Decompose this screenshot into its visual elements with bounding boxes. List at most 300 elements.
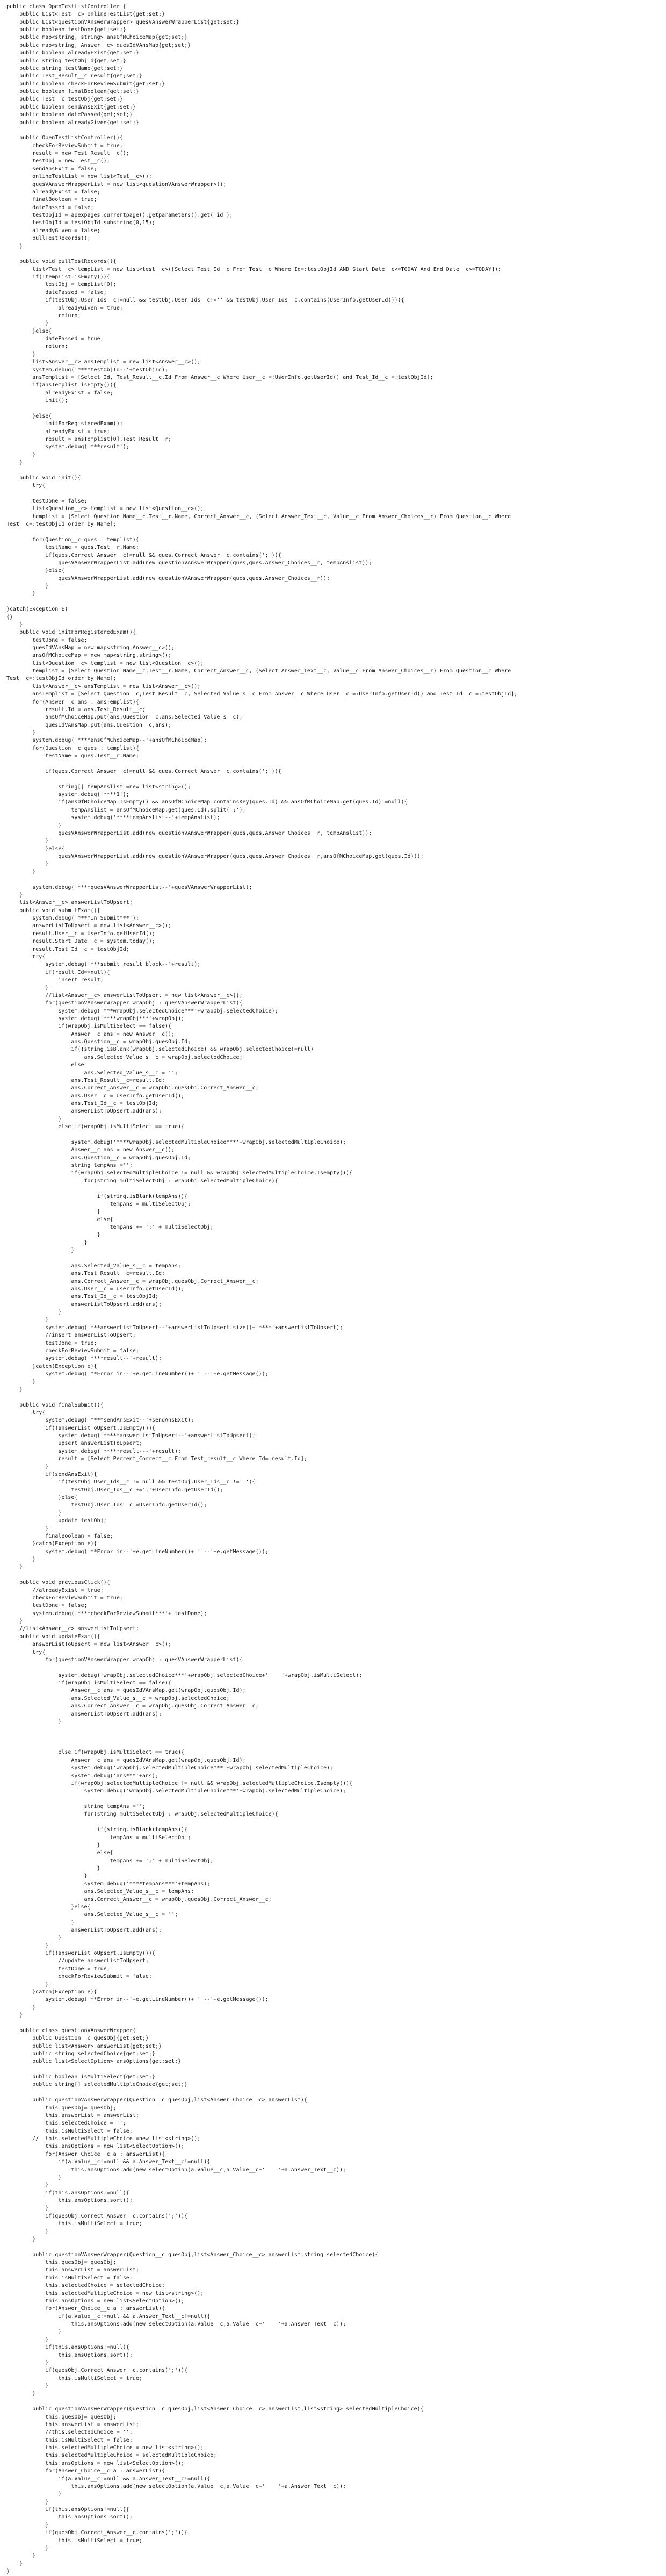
code-line: try{ [6,1649,46,1655]
code-line: testDone = false; [6,637,88,643]
code-line: } [6,351,36,357]
code-line: ans.Selected_Value_s__c = tempAns; [6,1262,182,1269]
code-line: // this.selectedMultipleChoice =new list<string>(); [6,2136,201,2142]
code-line: } [6,2174,62,2180]
code-line: tempAnslist = ansOfMChoiceMap.get(ques.Id).split(';'); [6,807,246,813]
code-line: templist = [Select Question Name__c,Test__r.Name, Correct_Answer__c, (Select Answer_Text__c, Value__c From Answer_Choices__r) From Question__c Where [6,668,511,675]
code-line: alreadyExist = false; [6,189,100,195]
code-line: for(questionVAnswerWrapper wrapObj : quesVAnswerWrapperList){ [6,1000,243,1007]
code-line: system.debug('****In Submit***'); [6,915,139,922]
code-line: ans.Test_Result__c=result.Id; [6,1271,165,1277]
code-line: datePassed = false; [6,289,107,296]
code-line: string tempAns =''; [6,1163,133,1169]
code-line: ans.Correct_Answer__c = wrapObj.quesObj.Correct_Answer__c; [6,1278,259,1285]
code-line: this.quesObj= quesObj; [6,2105,117,2111]
code-line: this.isMultiSelect = false; [6,2437,133,2443]
code-line: quesVAnswerWrapperList.add(new questionVAnswerWrapper(ques,ques.Answer_Choices__r, tempAnslist)); [6,559,372,566]
code-line: this.isMultiSelect = true; [6,2221,142,2227]
code-line: ans.Question__c = wrapObj.quesObj.Id; [6,1154,191,1161]
code-line: public string[] selectedMultipleChoice{get;set;} [6,2082,188,2088]
code-line: public class OpenTestListController { [6,4,126,10]
code-line: if(testObj.User_Ids__c!=null && testObj.User_Ids__c!='' && testObj.User_Ids__c.contains(UserInfo.getUserId())){ [6,297,404,304]
code-line: {} [6,614,13,620]
code-line: } [6,1865,100,1871]
code-line: quesVAnswerWrapperList.add(new questionVAnswerWrapper(ques,ques.Answer_Choices__r)); [6,575,330,582]
code-line: public string selectedChoice{get;set;} [6,2050,155,2057]
code-line: alreadyExist = true; [6,428,110,435]
code-line: this.answerList = answerList; [6,2421,139,2428]
code-line: for(string multiSelectObj : wrapObj.selectedMultipleChoice){ [6,1811,278,1818]
code-line: this.selectedMultipleChoice = selectedMultipleChoice; [6,2452,217,2459]
code-line: string tempAns =''; [6,1804,146,1810]
code-line: for(Answer_Choice__c a : answerList){ [6,2468,165,2474]
code-line: public void init(){ [6,475,81,481]
code-line: else{ [6,1850,113,1856]
code-line: } [6,1510,62,1516]
code-line: }catch(Exception e){ [6,1363,97,1369]
code-line: } [6,2236,36,2242]
code-line: testObj.User_Ids__c +=','+UserInfo.getUserId(); [6,1487,223,1493]
code-line: } [6,460,23,466]
code-line: system.debug('****wrapObj.selectedMultipleChoice***'+wrapObj.selectedMultipleChoice); [6,1139,346,1145]
code-line: testDone = true; [6,1340,97,1346]
code-line: this.answerList = answerList; [6,2267,139,2273]
code-line: } [6,1209,100,1215]
code-line: public map<string, Answer__c> quesIdVAnsMap{get;set;} [6,42,191,48]
code-line: answerListToUpsert.add(ans); [6,1301,162,1308]
code-line: } [6,1379,36,1385]
code-line: if(wrapObj.isMultiSelect == false){ [6,1023,172,1030]
code-line: } [6,2391,36,2397]
code-line: for(string multiSelectObj : wrapObj.selectedMultipleChoice){ [6,1178,278,1184]
code-line: }catch(Exception E) [6,606,68,613]
code-line: else [6,1062,84,1068]
code-line: if(this.ansOptions!=null){ [6,2190,129,2196]
code-line: } [6,2329,62,2335]
code-line: tempAns += ';' + multiSelectObj; [6,1224,214,1230]
code-line: if(a.Value__c!=null && a.Answer_Text__c!=null){ [6,2313,211,2320]
code-line: public List<questionVAnswerWrapper> quesVAnswerWrapperList{get;set;} [6,19,240,25]
code-line: } [6,2545,49,2551]
code-line: ansTemplist = [Select Question__c,Test_Result__c, Selected_Value_s__c From Answer__c Where User__c =:UserInfo.getUserId() and Test_Id__c =:testObjId]; [6,691,518,698]
code-line: ans.Selected_Value_s__c = wrapObj.selectedChoice; [6,1054,243,1060]
code-line: if(!answerListToUpsert.IsEmpty()){ [6,1425,155,1431]
code-line: public string testName{get;set;} [6,65,123,71]
code-line: this.isMultiSelect = true; [6,2375,142,2381]
code-line: } [6,1564,23,1570]
code-line: } [6,2522,49,2528]
code-line: if(testObj.User_Ids__c != null && testObj.User_Ids__c != ''){ [6,1479,256,1486]
code-line: public Question__c quesObj{get;set;} [6,2035,149,2042]
code-line: } [6,2228,49,2235]
code-line: if(wrapObj.selectedMultipleChoice != null && wrapObj.selectedMultipleChoice.Isempty()){ [6,1780,353,1786]
code-line: } [6,2560,23,2567]
code-line: list<Question__c> templist = new list<Question__c>(); [6,660,204,666]
code-line: } [6,1317,49,1323]
code-line: if(quesObj.Correct_Answer__c.contains(';')){ [6,2530,188,2536]
code-line: system.debug('****ansOfMChoiceMap--'+ansOfMChoiceMap); [6,737,207,744]
code-line: system.debug('****quesVAnswerWrapperList--'+quesVAnswerWrapperList); [6,884,252,891]
code-line: this.isMultiSelect = false; [6,2128,133,2134]
code-line: } [6,1239,88,1246]
code-line: public map<string, string> ansOfMChoiceMap{get;set;} [6,34,188,41]
code-line: system.debug('wrapObj.selectedChoice***'+wrapObj.selectedChoice+' '+wrapObj.isMultiSelect); [6,1672,363,1678]
code-line: }else{ [6,328,52,334]
code-line: } [6,451,36,458]
code-line: public OpenTestListController(){ [6,135,123,141]
code-line: //update answerListToUpsert; [6,1958,149,1964]
code-line: //this.selectedChoice = ''; [6,2429,133,2436]
code-line: } [6,1873,88,1879]
code-line: result.User__c = UserInfo.getUserId(); [6,930,155,937]
code-line: public string testObjId{get;set;} [6,58,126,64]
code-line: result = ansTemplist[0].Test_Result__r; [6,436,172,442]
code-line: system.debug('***answerListToUpsert--'+answerListToUpsert.size()+'****'+answerListToUpsert); [6,1324,343,1331]
code-line: } [6,869,36,875]
code-line: list<Answer__c> ansTemplist = new list<Answer__c>(); [6,359,201,365]
code-line: if(ques.Correct_Answer__c!=null && ques.Correct_Answer__c.contains(';')){ [6,768,281,774]
code-line: ansOfMChoiceMap = new map<string,string>(); [6,652,172,659]
code-line: this.ansOptions = new list<SelectOption>(); [6,2298,185,2304]
code-line: try{ [6,1409,46,1416]
code-line: templist = [Select Question Name__c,Test__r.Name, Correct_Answer__c, (Select Answer_Text__c, Value__c From Answer_Choices__r) From Question__c Where [6,513,511,520]
code-line: answerListToUpsert.add(ans); [6,1927,162,1933]
code-line: if(wrapObj.selectedMultipleChoice != null && wrapObj.selectedMultipleChoice.Isempty()){ [6,1170,353,1176]
code-line: } [6,1463,49,1470]
code-line: testObj = tempList[0]; [6,282,117,288]
code-line: } [6,838,49,844]
code-line: public boolean alreadyExist{get;set;} [6,50,139,56]
code-line: system.debug('*****answerListToUpsert--'+answerListToUpsert); [6,1433,256,1439]
code-line: system.debug('****sendAnsExit--'+sendAnsExit); [6,1417,194,1424]
code-line: testDone = true; [6,1965,110,1972]
code-line: checkForReviewSubmit = true; [6,1595,123,1601]
code-line: this.ansOptions = new list<SelectOption>(); [6,2143,185,2150]
code-line: system.debug('****testObjId--'+testObjId); [6,367,169,373]
code-line: if(sendAnsExit){ [6,1471,97,1477]
code-line: ans.Correct_Answer__c = wrapObj.quesObj.Correct_Answer__c; [6,1896,272,1903]
code-line: list<Question__c> templist = new list<Question__c>(); [6,506,204,512]
code-line: testObj = new Test__c(); [6,158,110,164]
code-line: ans.Test_Id__c = testObjId; [6,1294,158,1300]
code-line: public Test__c testObj{get;set;} [6,96,123,103]
code-line: list<Answer__c> answerListToUpsert; [6,900,133,906]
code-line: testObjId = testObjId.substring(0,15); [6,220,155,226]
code-line: for(Answer__c ans : ansTemplist){ [6,699,139,705]
code-line: quesVAnswerWrapperList = new list<questionVAnswerWrapper>(); [6,181,227,188]
code-line: }catch(Exception e){ [6,1989,97,1995]
code-line: } [6,985,49,991]
code-line: if(!answerListToUpsert.IsEmpty()){ [6,1950,155,1957]
code-line: alreadyGiven = false; [6,227,100,234]
code-line: public list<SelectOption> ansOptions{get;set;} [6,2058,182,2065]
code-line: this.quesObj= quesObj; [6,2414,117,2420]
code-line: public void finalSubmit(){ [6,1402,104,1408]
code-line: for(Question__c ques : templist){ [6,745,139,751]
code-line: string[] tempAnslist =new list<string>(); [6,784,191,790]
code-line: Answer__c ans = quesIdVAnsMap.get(wrapObj.quesObj.Id); [6,1688,246,1694]
code-line: if(string.isBlank(tempAns)){ [6,1827,188,1833]
code-line: Answer__c ans = quesIdVAnsMap.get(wrapObj.quesObj.Id); [6,1757,246,1763]
code-line: insert result; [6,977,104,984]
code-line: finalBoolean = false; [6,1533,113,1539]
code-line: system.debug('*****result---'+result); [6,1448,182,1454]
code-line: } [6,1525,49,1532]
code-line: for(Question__c ques : templist){ [6,536,139,543]
code-line: answerListToUpsert.add(ans); [6,1108,162,1115]
code-line: this.ansOptions.add(new selectOption(a.Value__c,a.Value__c+' '+a.Answer_Text__c)); [6,2166,346,2173]
code-line: system.debug('**Error in--'+e.getLineNumber()+ ' --'+e.getMessage()); [6,1997,269,2003]
code-line: if(a.Value__c!=null && a.Answer_Text__c!=null){ [6,2475,211,2482]
code-line: alreadyExist = false; [6,390,113,396]
code-line: initForRegisteredExam(); [6,421,123,427]
code-line: if(ansOfMChoiceMap.IsEmpty() && ansOfMChoiceMap.containsKey(ques.Id) && ansOfMChoiceMap.get(ques.Id)!=null){ [6,799,408,806]
code-line: if(quesObj.Correct_Answer__c.contains(';')){ [6,2213,188,2219]
code-line: system.debug('wrapObj.selectedMultipleChoice***'+wrapObj.selectedMultipleChoice); [6,1788,346,1795]
code-line: result.Test_Id__c = testObjId; [6,946,129,952]
code-line: } [6,2205,49,2212]
code-line: else{ [6,1216,113,1223]
code-line: system.debug('***wrapObj.selectedChoice***'+wrapObj.selectedChoice); [6,1008,278,1014]
code-line: ans.User__c = UserInfo.getUserId(); [6,1093,185,1099]
code-line: public Test_Result__c result{get;set;} [6,73,142,80]
code-line: ansOfMChoiceMap.put(ans.Question__c,ans.Selected_Value_s__c); [6,714,243,721]
code-line: } [6,1842,100,1848]
code-line: public questionVAnswerWrapper(Question__c quesObj,list<Answer_Choice__c> answerList){ [6,2097,307,2104]
code-line: datePassed = false; [6,204,94,211]
code-line: result = [Select Percent_Correct__c From Test_result__c Where Id=:result.Id]; [6,1456,307,1462]
code-line: upsert answerListToUpsert; [6,1440,142,1447]
code-line: public void updateExam(){ [6,1633,100,1640]
code-line: //alreadyExist = true; [6,1587,104,1594]
code-line: try{ [6,953,46,960]
code-line: this.ansOptions.add(new selectOption(a.Value__c,a.Value__c+' '+a.Answer_Text__c)); [6,2321,346,2328]
code-line: system.debug('ans***'+ans); [6,1773,158,1779]
code-line: public boolean testDone{get;set;} [6,27,126,33]
code-line: ansTemplist = [Select Id, Test_Result__c,Id From Answer__c Where User__c =:UserInfo.getUserId() and Test_Id__c =:testObjId]; [6,374,433,381]
code-line: } [6,2383,49,2390]
code-line: alreadyGiven = true; [6,305,123,311]
code-line: system.debug('****checkForReviewSubmit***'+ testDone); [6,1610,207,1617]
code-line: this.ansOptions.add(new selectOption(a.Value__c,a.Value__c+' '+a.Answer_Text__c)); [6,2483,346,2489]
code-line: answerListToUpsert.add(ans); [6,1711,162,1717]
code-line: } [6,892,23,898]
code-line: } [6,1232,100,1238]
code-line: return; [6,312,81,319]
code-line: system.debug('***result'); [6,444,129,450]
code-line: system.debug('**Error in--'+e.getLineNumber()+ ' --'+e.getMessage()); [6,1371,269,1377]
code-line: answerListToUpsert = new list<Answer__c>(); [6,923,172,929]
code-line: this.ansOptions = new list<SelectOption>(); [6,2460,185,2466]
code-line: Answer__c ans = new Answer__c(); [6,1031,175,1037]
code-line: } [6,822,62,829]
code-line: ans.Test_Id__c = testObjId; [6,1101,158,1107]
code-line: }else{ [6,845,65,852]
code-line: } [6,1386,23,1393]
code-line: return; [6,343,68,350]
code-line: quesIdVAnsMap = new map<string,Answer__c>(); [6,645,175,651]
code-line: if(!string.isBlank(wrapObj.selectedChoice) && wrapObj.selectedChoice!=null) [6,1046,314,1053]
code-line: Test__c=:testObjId order by Name]; [6,676,117,682]
code-line: } [6,1718,62,1725]
code-line: if(wrapObj.isMultiSelect == false){ [6,1680,172,1687]
code-line: } [6,1935,62,1941]
code-line: system.debug('****tempAns***'+tempAns); [6,1881,211,1887]
code-line: quesVAnswerWrapperList.add(new questionVAnswerWrapper(ques,ques.Answer_Choices__r,ansOfMChoiceMap.get(ques.Id))); [6,853,424,860]
code-line: public boolean sendAnsExit{get;set;} [6,104,136,110]
code-line: ans.Selected_Value_s__c = wrapObj.selectedChoice; [6,1695,230,1702]
code-line: } [6,2491,62,2498]
code-line: if(this.ansOptions!=null){ [6,2344,129,2351]
code-line: } [6,1309,62,1316]
code-line: answerListToUpsert = new list<Answer__c>(); [6,1641,172,1648]
code-line: checkForReviewSubmit = true; [6,142,123,149]
code-line: testObj.User_Ids__c =UserInfo.getUserId(); [6,1502,207,1509]
code-line: init(); [6,398,68,404]
code-line: } [6,591,36,597]
code-line: } [6,243,23,249]
code-line: } [6,583,49,589]
code-line: } [6,1618,23,1625]
code-line: finalBoolean = true; [6,197,97,203]
code-line: testName = ques.Test__r.Name; [6,753,139,759]
code-line: //list<Answer__c> answerListToUpsert = new list<Answer__c>(); [6,992,243,999]
code-line: } [6,861,49,867]
code-line: public void submitExam(){ [6,907,100,914]
code-line: this.ansOptions.sort(); [6,2198,133,2204]
code-line: //list<Answer__c> answerListToUpsert; [6,1626,139,1632]
code-line: tempAns += ';' + multiSelectObj; [6,1857,214,1864]
code-line: public boolean finalBoolean{get;set;} [6,89,139,95]
code-line: if(ques.Correct_Answer__c!=null && ques.Correct_Answer__c.contains(';')){ [6,552,281,558]
code-line: } [6,2568,10,2574]
code-line: onlineTestList = new list<Test__c>(); [6,174,152,180]
code-line: //insert answerListToUpsert; [6,1332,136,1339]
code-line: ans.Selected_Value_s__c = ''; [6,1912,178,1918]
code-line: this.isMultiSelect = false; [6,2274,133,2281]
code-line: this.ansOptions.sort(); [6,2514,133,2521]
code-line: } [6,730,36,736]
code-line: this.ansOptions.sort(); [6,2352,133,2358]
code-line: this.selectedMultipleChoice = new list<string>(); [6,2445,204,2451]
code-line: tempAns = multiSelectObj; [6,1834,191,1841]
code-line: ans.Selected_Value_s__c = tempAns; [6,1889,194,1895]
code-line: for(questionVAnswerWrapper wrapObj : quesVAnswerWrapperList){ [6,1656,243,1663]
code-line: try{ [6,483,46,489]
code-line: public class questionVAnswerWrapper{ [6,2027,136,2034]
code-line: } [6,2004,36,2011]
code-line: public void pullTestRecords(){ [6,259,117,265]
code-line: ans.Selected_Value_s__c = ''; [6,1070,178,1076]
code-line: } [6,1556,36,1563]
code-line: } [6,1981,49,1987]
code-line: public questionVAnswerWrapper(Question__c quesObj,list<Answer_Choice__c> answerList,string selectedChoice){ [6,2251,379,2258]
code-line: Answer__c ans = new Answer__c(); [6,1147,175,1153]
code-line: checkForReviewSubmit = false; [6,1974,152,1980]
code-line: result.Start_Date__c = system.today(); [6,938,155,945]
code-line: quesIdVAnsMap.put(ans.Question__c,ans); [6,722,172,728]
code-line: pullTestRecords(); [6,235,91,242]
code-line: public List<Test__c> onlineTestList{get;set;} [6,11,165,18]
code-line: }else{ [6,568,65,574]
code-line: ans.Test_Result__c=result.Id; [6,1077,165,1084]
code-line: tempAns = multiSelectObj; [6,1201,191,1207]
code-line: } [6,1247,75,1254]
code-line: result.Id = ans.Test_Result__c; [6,706,146,713]
code-line: public boolean checkForReviewSubmit{get;set;} [6,81,165,87]
code-line: ans.Question__c = wrapObj.quesObj.Id; [6,1039,191,1045]
code-line: testDone = false; [6,498,88,504]
code-line: } [6,320,49,327]
code-line: } [6,2499,49,2505]
code-line: } [6,2336,49,2343]
code-line: this.selectedMultipleChoice = new list<string>(); [6,2290,204,2297]
code-line: else if(wrapObj.isMultiSelect == true){ [6,1749,185,1756]
code-line: for(Answer_Choice__c a : answerList){ [6,2151,165,2157]
code-line: this.answerList = answerList; [6,2112,139,2119]
code-line: } [6,2359,49,2366]
code-line: public boolean isMultiSelect{get;set;} [6,2074,155,2080]
code-line: this.selectedChoice = selectedChoice; [6,2283,165,2289]
code-line: list<Answer__c> ansTemplist = new list<Answer__c>(); [6,683,201,690]
code-line: sendAnsExit = false; [6,166,97,172]
code-line: }catch(Exception e){ [6,1541,97,1547]
code-line: public void initForRegisteredExam(){ [6,629,136,636]
code-line: ans.Correct_Answer__c = wrapObj.quesObj.Correct_Answer__c; [6,1085,259,1092]
code-line: public boolean alreadyGiven{get;set;} [6,119,139,126]
code-line: system.debug('****result--'+result); [6,1355,162,1362]
code-line: if(this.ansOptions!=null){ [6,2507,129,2513]
code-line: this.isMultiSelect = true; [6,2537,142,2544]
code-line: } [6,2553,36,2559]
code-line: public boolean datePassed{get;set;} [6,112,133,118]
code-line: update testObj; [6,1518,107,1524]
code-line: system.debug('***submit result block--'+result); [6,961,201,968]
code-line: } [6,2012,23,2019]
code-line: ans.Correct_Answer__c = wrapObj.quesObj.Correct_Answer__c; [6,1703,259,1710]
code-line: testName = ques.Test__r.Name; [6,544,139,551]
code-line: if(result.Id==null){ [6,969,110,975]
code-line: } [6,1919,75,1926]
code-line: if(!tempList.isEmpty()){ [6,274,110,281]
code-line: Test__c=:testObjId order by Name]; [6,521,117,528]
code-line: this.quesObj= quesObj; [6,2259,117,2266]
code-line: public void previousClick(){ [6,1580,110,1586]
code-line: } [6,1116,62,1122]
code-line: } [6,621,23,628]
code-line: for(Answer_Choice__c a : answerList){ [6,2306,165,2312]
code-line: }else{ [6,1495,78,1501]
code-line: list<Test__c> tempList = new list<test__c>([Select Test_Id__c From Test__c Where Id=:testObjId AND Start_Date__c<=TODAY And End_Date__c>=TODAY]); [6,266,502,272]
code-line: if(ansTemplist.isEmpty()){ [6,382,117,389]
code-line: this.selectedChoice = ''; [6,2120,126,2127]
code-line: public list<Answer> answerList{get;set;} [6,2043,162,2049]
code-line: testDone = false; [6,1603,88,1609]
code-line: ans.User__c = UserInfo.getUserId(); [6,1286,185,1292]
code-line: if(string.isBlank(tempAns)){ [6,1193,188,1200]
code-line: result = new Test_Result__c(); [6,150,129,157]
code-line: system.debug('****1'); [6,792,129,798]
code-line: system.debug('wrapObj.selectedMultipleChoice***'+wrapObj.selectedMultipleChoice); [6,1765,334,1771]
code-line: system.debug('**Error in--'+e.getLineNumber()+ ' --'+e.getMessage()); [6,1548,269,1555]
code-line: if(quesObj.Correct_Answer__c.contains(';')){ [6,2367,188,2374]
code-line: system.debug('****wrapObj***'+wrapObj); [6,1015,185,1022]
code-line: }else{ [6,413,52,419]
code-line: }else{ [6,1904,91,1910]
code-line: system.debug('****tempAnslist--'+tempAnslist); [6,815,220,821]
code-line: testObjId = apexpages.currentpage().getparameters().get('id'); [6,212,233,219]
code-line: } [6,1942,49,1949]
